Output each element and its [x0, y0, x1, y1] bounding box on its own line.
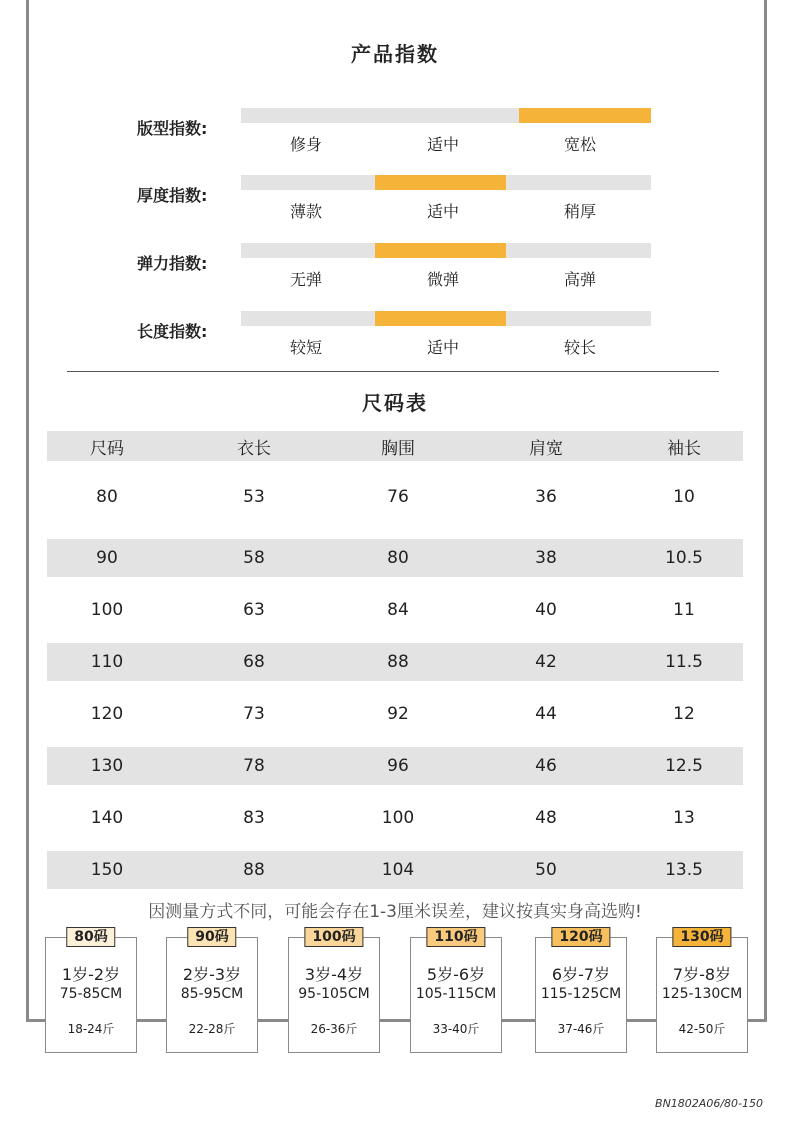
size-card-weight: 22-28斤: [188, 1022, 236, 1036]
table-cell: 80: [387, 548, 409, 568]
table-cell: 90: [96, 548, 118, 568]
size-card-badge: 120码: [551, 927, 610, 947]
table-cell: 63: [243, 600, 265, 620]
size-card-weight: 37-46斤: [557, 1022, 605, 1036]
table-cell: 68: [243, 652, 265, 672]
size-card: [656, 929, 748, 1053]
size-table-header-row: [47, 431, 743, 461]
size-table: [47, 431, 743, 896]
index-row: [0, 108, 790, 168]
index-label: 弹力指数:: [137, 254, 208, 273]
product-code: BN1802A06/80-150: [655, 1097, 763, 1110]
table-cell: 76: [387, 486, 409, 507]
size-card: [535, 929, 627, 1053]
size-card-age: 5岁-6岁: [426, 965, 486, 984]
size-card-age: 2岁-3岁: [182, 965, 242, 984]
index-label: 厚度指数:: [137, 186, 208, 205]
index-bar: [241, 108, 651, 123]
table-cell: 12: [673, 704, 695, 724]
index-option: 适中: [426, 202, 459, 221]
size-card-age: 6岁-7岁: [551, 965, 611, 984]
size-card: [166, 929, 258, 1053]
table-row: [47, 539, 743, 577]
size-table-header-cell: 胸围: [381, 438, 415, 459]
table-cell: 12.5: [665, 756, 703, 776]
size-card-weight: 42-50斤: [678, 1022, 726, 1036]
index-bar-selected-segment: [375, 243, 506, 258]
table-cell: 96: [387, 756, 409, 776]
size-card-height: 75-85CM: [59, 986, 123, 1002]
table-cell: 120: [90, 704, 124, 724]
size-card-height: 105-115CM: [415, 986, 497, 1002]
index-bar: [241, 311, 651, 326]
page-title: 产品指数: [351, 42, 439, 66]
table-cell: 83: [243, 808, 265, 828]
size-card-height: 85-95CM: [180, 986, 244, 1002]
index-option: 较长: [563, 338, 596, 357]
table-cell: 110: [90, 652, 124, 672]
table-cell: 13: [673, 808, 695, 828]
table-cell: 11: [673, 600, 695, 620]
size-card-badge: 90码: [187, 927, 236, 947]
table-row: [47, 851, 743, 889]
size-card-badge: 100码: [304, 927, 363, 947]
table-row: [47, 792, 743, 844]
section-divider: [67, 371, 719, 372]
table-cell: 73: [243, 704, 265, 724]
table-cell: 11.5: [665, 652, 703, 672]
table-row: [47, 643, 743, 681]
index-option: 适中: [426, 135, 459, 154]
table-cell: 10.5: [665, 548, 703, 568]
size-card-badge: 130码: [672, 927, 731, 947]
size-chart-title: 尺码表: [362, 391, 428, 415]
size-table-header-cell: 肩宽: [529, 438, 563, 459]
table-row: [47, 688, 743, 740]
table-cell: 46: [535, 756, 557, 776]
size-card-height: 95-105CM: [298, 986, 370, 1002]
table-cell: 84: [387, 600, 409, 620]
size-card-height: 115-125CM: [540, 986, 622, 1002]
size-card-age: 3岁-4岁: [304, 965, 364, 984]
size-card-weight: 26-36斤: [310, 1022, 358, 1036]
size-card-height: 125-130CM: [661, 986, 743, 1002]
index-option: 微弹: [426, 270, 459, 289]
index-option: 宽松: [563, 135, 596, 154]
table-cell: 42: [535, 652, 557, 672]
table-cell: 10: [673, 486, 695, 507]
index-bar: [241, 175, 651, 190]
table-cell: 38: [535, 548, 557, 568]
index-option: 薄款: [289, 202, 322, 221]
table-cell: 40: [535, 600, 557, 620]
table-cell: 88: [387, 652, 409, 672]
size-table-header-cell: 尺码: [90, 438, 124, 459]
table-cell: 36: [535, 486, 557, 507]
size-card-age: 1岁-2岁: [61, 965, 121, 984]
index-row: [0, 243, 790, 303]
table-cell: 48: [535, 808, 557, 828]
index-row: [0, 311, 790, 371]
size-table-header-cell: 衣长: [237, 438, 271, 459]
index-bar-selected-segment: [375, 175, 506, 190]
size-card-badge: 80码: [66, 927, 115, 947]
table-cell: 104: [381, 860, 415, 880]
table-cell: 130: [90, 756, 124, 776]
table-cell: 13.5: [665, 860, 703, 880]
table-cell: 92: [387, 704, 409, 724]
table-cell: 80: [96, 486, 118, 507]
index-label: 版型指数:: [137, 119, 208, 138]
index-bar-selected-segment: [375, 311, 506, 326]
index-option: 高弹: [563, 270, 596, 289]
table-row: [47, 584, 743, 636]
size-card-age: 7岁-8岁: [672, 965, 732, 984]
index-option: 稍厚: [563, 202, 596, 221]
size-card: [288, 929, 380, 1053]
index-bar-selected-segment: [519, 108, 651, 123]
table-cell: 50: [535, 860, 557, 880]
size-card: [45, 929, 137, 1053]
index-label: 长度指数:: [137, 322, 208, 341]
table-cell: 150: [90, 860, 124, 880]
table-row: [47, 461, 743, 532]
index-option: 修身: [289, 135, 322, 154]
table-cell: 58: [243, 548, 265, 568]
size-table-header-cell: 袖长: [667, 438, 701, 459]
index-option: 较短: [289, 338, 322, 357]
table-cell: 100: [90, 600, 124, 620]
size-card-weight: 18-24斤: [67, 1022, 115, 1036]
size-card-weight: 33-40斤: [432, 1022, 480, 1036]
measurement-note: 因测量方式不同，可能会存在1-3厘米误差，建议按真实身高选购!: [148, 902, 642, 922]
size-card-badge: 110码: [426, 927, 485, 947]
index-option: 适中: [426, 338, 459, 357]
table-cell: 140: [90, 808, 124, 828]
table-row: [47, 747, 743, 785]
table-cell: 53: [243, 486, 265, 507]
table-cell: 88: [243, 860, 265, 880]
table-cell: 44: [535, 704, 557, 724]
index-row: [0, 175, 790, 235]
index-bar: [241, 243, 651, 258]
size-card: [410, 929, 502, 1053]
table-cell: 100: [381, 808, 415, 828]
table-cell: 78: [243, 756, 265, 776]
index-option: 无弹: [289, 270, 322, 289]
